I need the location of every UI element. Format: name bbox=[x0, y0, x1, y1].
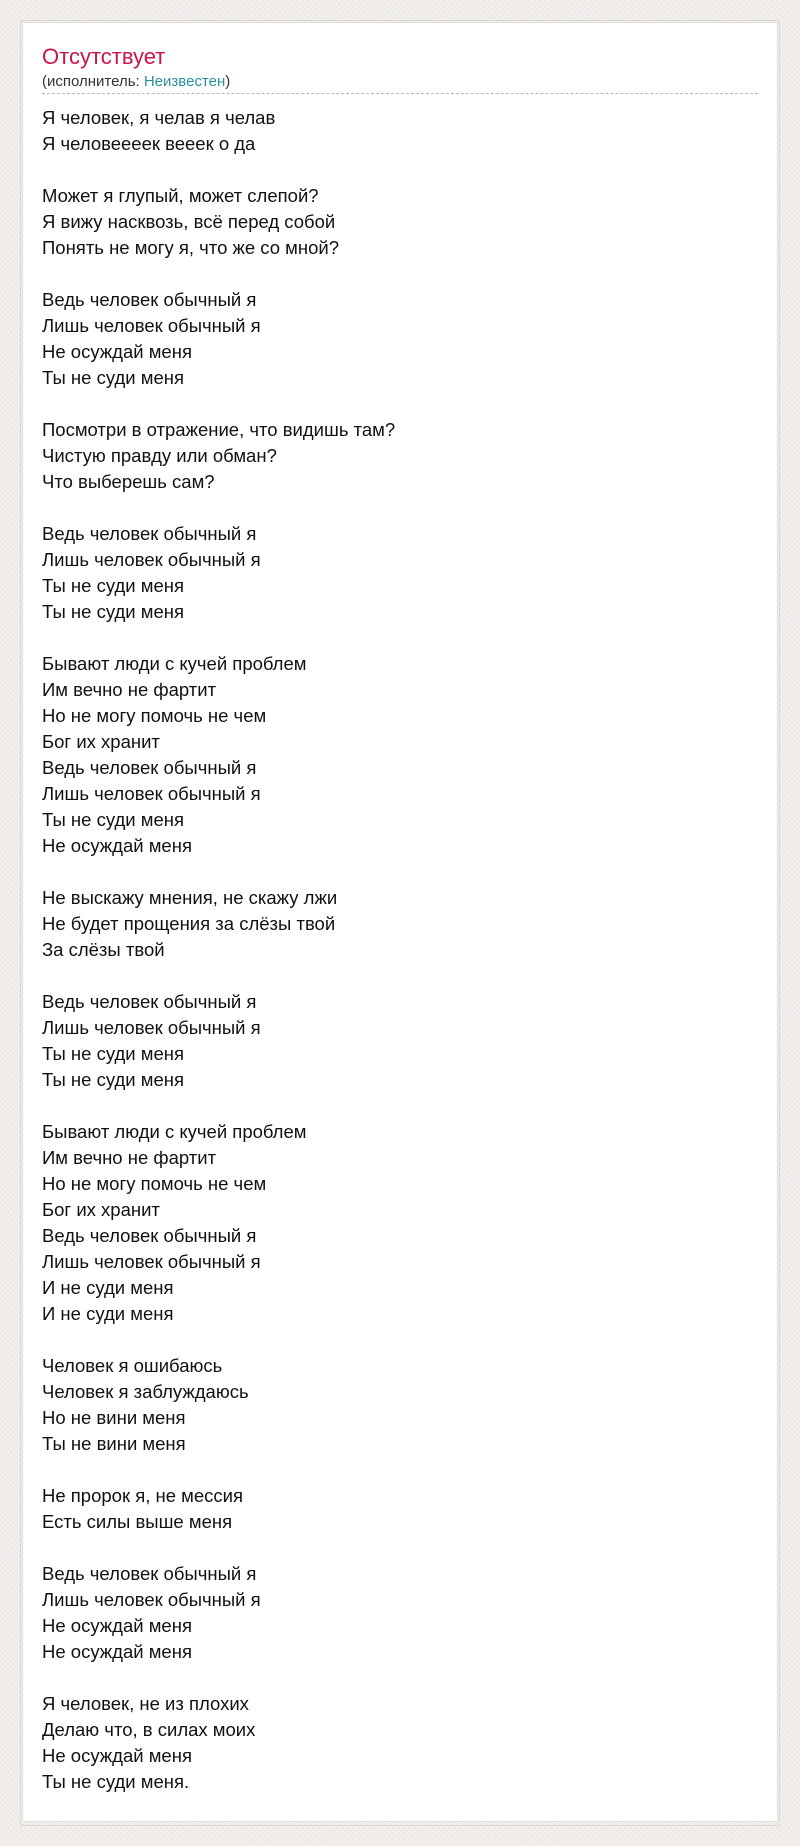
lyrics-line: Бог их хранит bbox=[42, 731, 160, 752]
lyrics-line: Не пророк я, не мессия bbox=[42, 1485, 243, 1506]
lyrics-line: Ты не суди меня bbox=[42, 809, 184, 830]
lyrics-line: Им вечно не фартит bbox=[42, 679, 217, 700]
lyrics-line: Бывают люди с кучей проблем bbox=[42, 1121, 307, 1142]
lyrics-stanza bbox=[42, 1561, 742, 1665]
lyrics-line: Не будет прощения за слёзы твой bbox=[42, 913, 336, 934]
lyrics-line: Понять не могу я, что же со мной? bbox=[42, 237, 340, 258]
lyrics-line: Не осуждай меня bbox=[42, 1745, 192, 1766]
lyrics-line: Ты не суди меня bbox=[42, 367, 184, 388]
artist-link[interactable]: Неизвестен bbox=[143, 73, 226, 90]
lyrics-line: Не осуждай меня bbox=[42, 835, 192, 856]
lyrics-line: Бог их хранит bbox=[42, 1199, 160, 1220]
artist-prefix: (исполнитель: bbox=[42, 73, 144, 90]
lyrics-stanza bbox=[42, 1353, 742, 1457]
lyrics-line: Ведь человек обычный я bbox=[42, 523, 257, 544]
lyrics-line: Ведь человек обычный я bbox=[42, 1225, 257, 1246]
lyrics-line: Но не вини меня bbox=[42, 1407, 186, 1428]
lyrics-line: Лишь человек обычный я bbox=[42, 1017, 261, 1038]
lyrics-line: Не выскажу мнения, не скажу лжи bbox=[42, 887, 338, 908]
lyrics-line: Есть силы выше меня bbox=[42, 1511, 233, 1532]
lyrics-line: Делаю что, в силах моих bbox=[42, 1719, 256, 1740]
lyrics-stanza bbox=[42, 651, 742, 859]
lyrics-stanza bbox=[42, 105, 742, 157]
lyrics-line: Чистую правду или обман? bbox=[42, 445, 277, 466]
lyrics-line: Ты не суди меня bbox=[42, 575, 184, 596]
lyrics-stanza bbox=[42, 1691, 742, 1795]
header-divider bbox=[42, 93, 758, 94]
lyrics-stanza bbox=[42, 989, 742, 1093]
lyrics-stanza bbox=[42, 183, 742, 261]
lyrics-stanza bbox=[42, 521, 742, 625]
lyrics-line: Посмотри в отражение, что видишь там? bbox=[42, 419, 396, 440]
lyrics-line: Человек я заблуждаюсь bbox=[42, 1381, 249, 1402]
lyrics-line: Человек я ошибаюсь bbox=[42, 1355, 223, 1376]
lyrics-line: Не осуждай меня bbox=[42, 1641, 192, 1662]
lyrics-line: Лишь человек обычный я bbox=[42, 549, 261, 570]
lyrics-line: За слёзы твой bbox=[42, 939, 165, 960]
lyrics-line: И не суди меня bbox=[42, 1303, 174, 1324]
lyrics-stanza bbox=[42, 1483, 742, 1535]
lyrics-line: Ты не суди меня bbox=[42, 601, 184, 622]
lyrics-line: И не суди меня bbox=[42, 1277, 174, 1298]
artist-line bbox=[42, 73, 230, 91]
lyrics-line: Ты не суди меня bbox=[42, 1043, 184, 1064]
lyrics-line: Ведь человек обычный я bbox=[42, 991, 257, 1012]
lyrics-line: Я человек, я челав я челав bbox=[42, 107, 276, 128]
lyrics-line: Я человеееек вееек о да bbox=[42, 133, 256, 154]
lyrics-line: Может я глупый, может слепой? bbox=[42, 185, 319, 206]
lyrics-line: Ведь человек обычный я bbox=[42, 289, 257, 310]
lyrics-line: Лишь человек обычный я bbox=[42, 1589, 261, 1610]
lyrics-line: Я вижу насквозь, всё перед собой bbox=[42, 211, 336, 232]
lyrics-stanza bbox=[42, 287, 742, 391]
lyrics-stanza bbox=[42, 417, 742, 495]
lyrics-line: Но не могу помочь не чем bbox=[42, 1173, 267, 1194]
lyrics-line: Лишь человек обычный я bbox=[42, 1251, 261, 1272]
lyrics-line: Ты не суди меня bbox=[42, 1069, 184, 1090]
lyrics-line: Им вечно не фартит bbox=[42, 1147, 217, 1168]
lyrics-stanza bbox=[42, 885, 742, 963]
lyrics-line: Лишь человек обычный я bbox=[42, 783, 261, 804]
lyrics-line: Ты не суди меня. bbox=[42, 1771, 190, 1792]
lyrics-line: Ведь человек обычный я bbox=[42, 1563, 257, 1584]
song-title: Отсутствует bbox=[42, 44, 166, 69]
lyrics-text bbox=[42, 105, 742, 1821]
lyrics-line: Но не могу помочь не чем bbox=[42, 705, 267, 726]
lyrics-line: Что выберешь сам? bbox=[42, 471, 215, 492]
artist-suffix: ) bbox=[225, 73, 231, 90]
lyrics-line: Бывают люди с кучей проблем bbox=[42, 653, 307, 674]
lyrics-line: Не осуждай меня bbox=[42, 341, 192, 362]
lyrics-line: Не осуждай меня bbox=[42, 1615, 192, 1636]
lyrics-line: Я человек, не из плохих bbox=[42, 1693, 249, 1714]
lyrics-line: Ведь человек обычный я bbox=[42, 757, 257, 778]
lyrics-line: Ты не вини меня bbox=[42, 1433, 186, 1454]
lyrics-line: Лишь человек обычный я bbox=[42, 315, 261, 336]
lyrics-stanza bbox=[42, 1119, 742, 1327]
